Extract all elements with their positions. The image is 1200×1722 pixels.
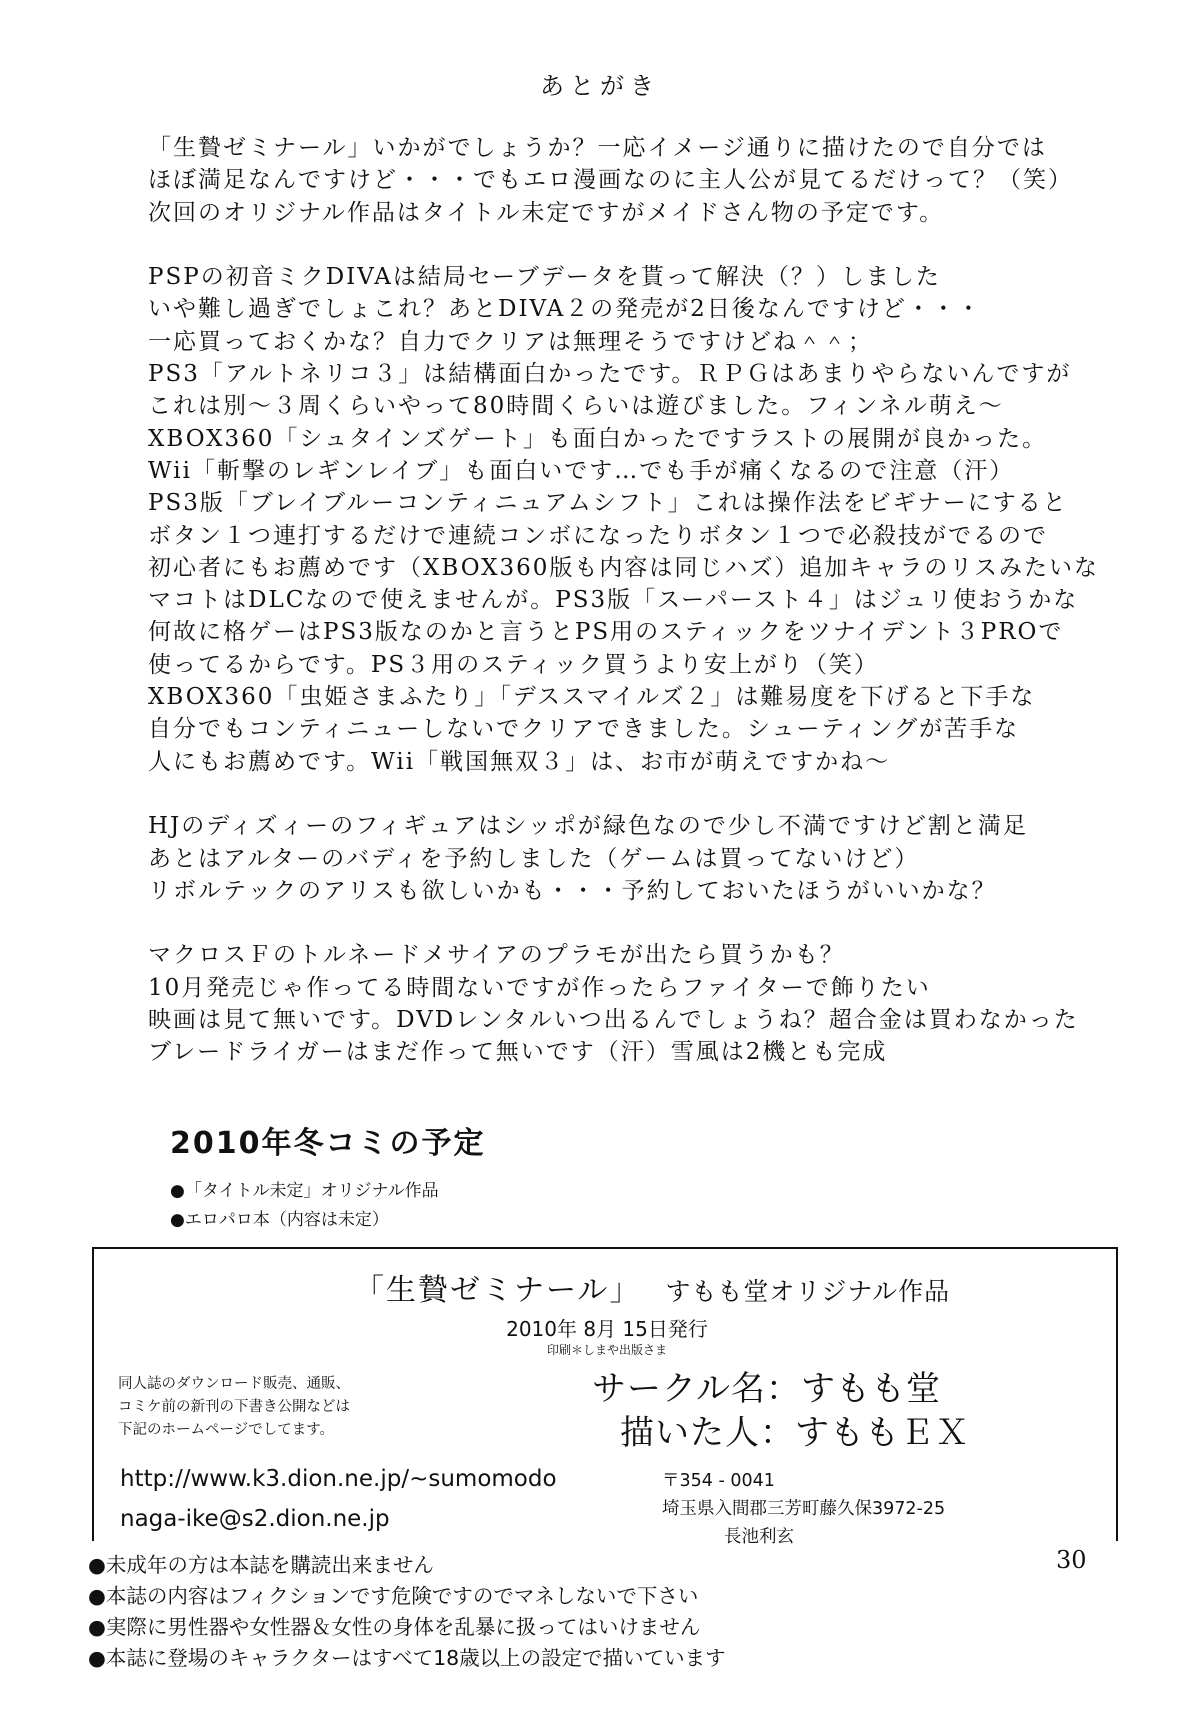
street-address: 埼玉県入間郡三芳町藤久保3972-25 bbox=[662, 1499, 946, 1519]
afterword-line: 次回のオリジナル作品はタイトル未定ですがメイドさん物の予定です。 bbox=[148, 199, 945, 226]
event-plan-item: ●エロパロ本（内容は未定） bbox=[170, 1210, 389, 1230]
afterword-line: 使ってるからです。PS３用のスティック買うより安上がり（笑） bbox=[148, 651, 879, 678]
content-warnings bbox=[88, 1550, 726, 1674]
afterword-line: 何故に格ゲーはPS3版なのかと言うとPS用のスティックをツナイデント３PROで bbox=[148, 619, 1064, 646]
afterword-line: あとはアルターのバディを予約しました（ゲームは買ってないけど） bbox=[148, 845, 920, 872]
warning-line: ●未成年の方は本誌を購読出来ません bbox=[88, 1553, 434, 1577]
publication-date: 2010年 8月 15日発行 bbox=[506, 1317, 708, 1341]
work-title-text: 「生贄ゼミナール」 bbox=[354, 1273, 642, 1308]
afterword-line: これは別～３周くらいやって80時間くらいは遊びました。フィンネル萌え～ bbox=[148, 393, 1004, 420]
circle-name: サークル名：すもも堂 bbox=[592, 1369, 941, 1409]
event-plan-item: ●「タイトル未定」オリジナル作品 bbox=[170, 1181, 439, 1201]
author-name: 長池利玄 bbox=[724, 1527, 794, 1547]
warning-line: ●実際に男性器や女性器＆女性の身体を乱暴に扱ってはいけません bbox=[88, 1615, 701, 1639]
afterword-line: リボルテックのアリスも欲しいかも・・・予約しておいたほうがいいかな？ bbox=[148, 877, 997, 904]
colophon-box bbox=[92, 1247, 1118, 1547]
afterword-line: HJのディズィーのフィギュアはシッポが緑色なので少し不満ですけど割と満足 bbox=[148, 813, 1028, 840]
download-notice bbox=[118, 1373, 498, 1442]
afterword-line: いや難し過ぎでしょこれ？あとDIVA２の発売が2日後なんですけど・・・ bbox=[148, 296, 982, 323]
warning-line: ●本誌に登場のキャラクターはすべて18歳以上の設定で描いています bbox=[88, 1646, 726, 1670]
afterword-line: 人にもお薦めです。Wii「戦国無双３」は、お市が萌えですかね～ bbox=[148, 748, 891, 775]
afterword-line: 「生贄ゼミナール」いかがでしょうか？一応イメージ通りに描けたので自分では bbox=[148, 135, 1047, 161]
afterword-body bbox=[148, 132, 1158, 1069]
event-plans-title: 2010年冬コミの予定 bbox=[170, 1126, 486, 1161]
work-title bbox=[354, 1265, 950, 1309]
afterword-line: マコトはDLCなので使えませんが。PS3版「スーパースト４」はジュリ使おうかな bbox=[148, 587, 1079, 614]
artist-name: 描いた人：すももＥＸ bbox=[620, 1413, 970, 1453]
circle-info bbox=[592, 1367, 970, 1455]
warning-line: ●本誌の内容はフィクションです危険ですのでマネしないで下さい bbox=[88, 1584, 699, 1608]
notice-line: コミケ前の新刊の下書き公開などは bbox=[118, 1399, 350, 1415]
afterword-title: あとがき bbox=[540, 72, 660, 100]
afterword-line: マクロスＦのトルネードメサイアのプラモが出たら買うかも？ bbox=[148, 942, 845, 969]
afterword-line: ボタン１つ連打するだけで連続コンボになったりボタン１つで必殺技がでるので bbox=[148, 522, 1048, 549]
homepage-url: http://www.k3.dion.ne.jp/~sumomodo bbox=[120, 1466, 557, 1492]
afterword-line: 10月発売じゃ作ってる時間ないですが作ったらファイターで飾りたい bbox=[148, 974, 931, 1001]
afterword-line: PSPの初音ミクDIVAは結局セーブデータを貰って解決（？）しました bbox=[148, 264, 941, 291]
notice-line: 同人誌のダウンロード販売、通販、 bbox=[118, 1376, 350, 1392]
event-plans bbox=[170, 1118, 486, 1230]
notice-line: 下記のホームページでしてます。 bbox=[118, 1422, 335, 1438]
afterword-line: 自分でもコンティニューしないでクリアできました。シューティングが苦手な bbox=[148, 716, 1020, 743]
afterword-line: PS3「アルトネリコ３」は結構面白かったです。ＲＰＧはあまりやらないんですが bbox=[148, 361, 1072, 388]
afterword-line: ほぼ満足なんですけど・・・でもエロ漫画なのに主人公が見てるだけって？（笑） bbox=[148, 167, 1073, 194]
afterword-line: Wii「斬撃のレギンレイブ」も面白いです…でも手が痛くなるので注意（汗） bbox=[148, 457, 1015, 484]
afterword-line: XBOX360「虫姫さまふたり」「デススマイルズ２」は難易度を下げると下手な bbox=[148, 684, 1036, 711]
afterword-line: PS3版「ブレイブルーコンティニュアムシフト」これは操作法をビギナーにすると bbox=[148, 490, 1068, 517]
work-brand: すもも堂オリジナル作品 bbox=[665, 1277, 951, 1306]
afterword-line: 映画は見て無いです。DVDレンタルいつ出るんでしょうね？超合金は買わなかった bbox=[148, 1007, 1079, 1034]
mailing-address bbox=[662, 1467, 945, 1551]
afterword-line: ブレードライガーはまだ作って無いです（汗）雪風は2機とも完成 bbox=[148, 1039, 888, 1066]
afterword-line: 初心者にもお薦めです（XBOX360版も内容は同じハズ）追加キャラのリスみたいな bbox=[148, 554, 1099, 581]
printer-credit: 印刷＊しまや出版さま bbox=[546, 1343, 667, 1357]
contact-email: naga-ike@s2.dion.ne.jp bbox=[120, 1506, 390, 1532]
afterword-line: XBOX360「シュタインズゲート」も面白かったですラストの展開が良かった。 bbox=[148, 425, 1048, 452]
page-number: 30 bbox=[1056, 1546, 1087, 1574]
afterword-line: 一応買っておくかな？自力でクリアは無理そうですけどね＾＾； bbox=[148, 328, 873, 355]
postal-code: 〒354 - 0041 bbox=[662, 1471, 775, 1491]
